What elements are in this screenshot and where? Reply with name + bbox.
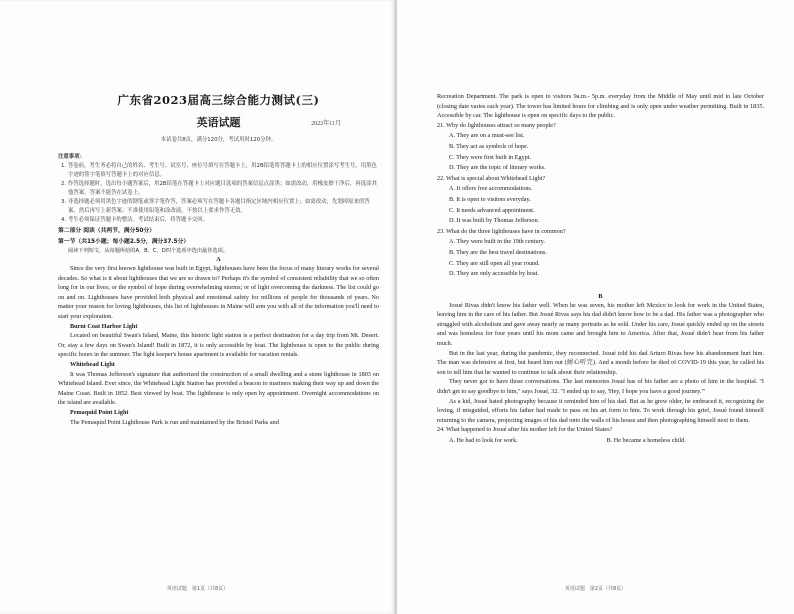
answer-option: B. He became a homeless child. — [606, 437, 686, 444]
answer-option: A. They were built in the 19th century. — [449, 238, 545, 246]
answer-option: C. They were first built in Egypt. — [449, 153, 532, 161]
passage-a-label: A — [216, 256, 221, 263]
note-item: 4. 考生必须保证答题卡的整洁。考试结束后，将答题卡交回。 — [61, 217, 209, 223]
subject-row — [58, 114, 379, 128]
question-stem: 22. What is special about Whitehead Light? — [437, 174, 546, 182]
notes-title: 注意事项： — [58, 154, 85, 160]
lighthouse-text: Located on beautiful Swan's Island, Maine, this historic light station is a perfect destination for a day trip from Mt. Desert. Or, stay a few days on Swan's Island! Built in 1872, it is only accessible by boat. The lighthouse is open to the public during specific hours in the summer. The light keeper's house apartment is available for vacation rentals. — [58, 332, 379, 359]
note-item: 2. 作答选择题时，选出每小题答案后，用2B铅笔在答题卡上对应题目选项的答案信息点涂黑；如需改动，用橡皮擦干净后，再选涂其他答案。答案不能答在试卷上。 — [61, 181, 377, 196]
spacer — [437, 280, 764, 292]
answer-option: B. It is open to visitors everyday. — [449, 195, 531, 203]
lighthouse-text: It was Thomas Jefferson's signature that authorized the construction of a small dwelling and a stone lighthouse in 1803 on Whitehead Island. Ever since, the Whitehead Light Station has provided a beacon to mariners making their way up and down the Maine Coast. Built in 1852. Best viewed by boat. The lighthouse is only open by appointment. Overnight accommodations on the island are available. — [58, 370, 379, 407]
section1-heading: 第一节（共15小题；每小题2.5分，满分37.5分） — [58, 239, 190, 245]
passage-b-paragraph: Josué Rivas didn't know his father well. When he was seven, his mother left Mexico to look for work in the United States, leaving him in the care of his father. But Josué Rivas says his dad didn't know how to be a dad. His father was a photographer who struggled with alcoholism and gave away nearly as many portraits as he sold. Under his care, Josué quickly ended up on the streets and was homeless for four years until his mom came and brought him to America. After that, Josué didn't hear from his father much. — [437, 301, 764, 348]
question-stem: 24. What happened to Josué after his mother left for the United States? — [437, 426, 613, 434]
part2-heading: 第二部分 阅读（共两节，满分50分） — [58, 228, 156, 234]
passage-b-paragraph: As a kid, Josué hated photography because it reminded him of his dad. But as he grew older, he embraced it, recognizing the loving, if misguided, efforts his father had made to pass on his art form to him. To work through his grief, Josué found himself returning to the camera, projecting images of his dad onto the walls of his house and then photographing himself next to them. — [437, 397, 764, 424]
exam-info: 本试卷共8页，满分120分，考试用时120分钟。 — [160, 137, 277, 143]
question-stem: 23. What do the three lighthouses have in common? — [437, 227, 566, 235]
answer-option: B. They are the best travel destinations. — [449, 248, 547, 256]
answer-option: B. They act as symbols of hope. — [449, 142, 529, 150]
passage-a-intro: Since the very first known lighthouse was built in Egypt, lighthouses have been the focus of many literary works for several decades. So what is it about lighthouses that we are so drawn to? Perhaps it's the symbol of consistent reliability that we so often long for in our lives; or the symbol of hope during overwhelming storms; or of light overcoming the darkness. The list could go on and on. Lighthouses have provided both physical and emotional safety for millions of people for thousands of years. No matter your reason for loving lighthouses, this list of lighthouses in Maine will arm you with all of the information you'll need to start your exploration. — [58, 265, 379, 320]
page-footer-left: 英语试题 第1页（共8页） — [166, 586, 229, 592]
question-stem: 21. Why do lighthouses attract so many people? — [437, 121, 556, 129]
lighthouse-name: Burnt Coat Harbor Light — [70, 322, 138, 330]
answer-option: A. He had to look for work. — [449, 437, 518, 444]
answer-option: C. It needs advanced appointment. — [449, 206, 535, 214]
answer-option: C. They are still open all year round. — [449, 259, 540, 267]
exam-title: 广东省2023届高三综合能力测试(三) — [117, 93, 320, 107]
passage-b-paragraph: They never got to have those conversations. The last memories Josué has of his father are a photo of him in the hospital. "I didn't get to say goodbye to him," says Josué, 32. "I ended up to say, 'Hey, I hope you have a good journey.'" — [437, 378, 764, 396]
passage-b-label: B — [598, 292, 603, 300]
section1-instruction: 阅读下列短文，从每题所给的A、B、C、D四个选项中选出最佳选项。 — [68, 248, 228, 254]
note-item: 1. 答卷前，考生务必将自己的姓名、考生号、试室号、座位号填写在答题卡上，用2B铅笔将答题卡上的相应位置涂写考生号，用黑色字迹的签字笔填写答题卡上的对应信息。 — [61, 163, 377, 178]
note-item: 3. 非选择题必须用黑色字迹的钢笔或签字笔作答，答案必须写在答题卡各题目指定区域内相应位置上；如需改动，先划掉原来的答案，然后再写上新答案；不准使用铅笔和涂改液。不按以上要求作答无效。 — [61, 199, 370, 214]
left-page — [0, 0, 395, 614]
passage-a-continuation: Recreation Department. The park is open to visitors 9a.m.- 5p.m. everyday from the Middle of May until mid to late October (closing date varies each year). The tower has limited hours for climbing and is only open under weather permitting. Built in 1835. Accessible by car. The lighthouse is open on specific days to the public. — [437, 93, 764, 120]
lighthouse-name: Pemaquid Point Light — [70, 408, 129, 416]
answer-option: A. They are on a must-see list. — [449, 132, 525, 140]
lighthouse-name: Whitehead Light — [70, 360, 115, 368]
answer-option: D. They are only accessible by boat. — [449, 270, 539, 278]
page-footer-right: 英语试题 第2页（共8页） — [564, 586, 627, 592]
lighthouse-text: The Pemaquid Point Lighthouse Park is run and maintained by the Bristol Parks and — [70, 418, 279, 426]
passage-b-paragraph: But in the last year, during the pandemic, they reconnected. Josué told his dad Arturo Rivas how his abandonment hurt him. The man was defensive at first, but heard him out (耐心听完). And a month before he died of COVID-19 this year, he called his son to tell him that he wanted to continue to talk about their relationship. — [437, 349, 764, 376]
exam-date: 2022年11月 — [311, 121, 341, 127]
answer-option: D. It was built by Thomas Jefferson. — [449, 217, 540, 225]
answer-options-row — [449, 436, 764, 447]
answer-option: D. They are the topic of literary works. — [449, 164, 546, 172]
answer-option: A. It offers free accommodations. — [449, 185, 533, 193]
right-page — [397, 0, 794, 614]
subject-heading: 英语试题 — [196, 116, 241, 129]
